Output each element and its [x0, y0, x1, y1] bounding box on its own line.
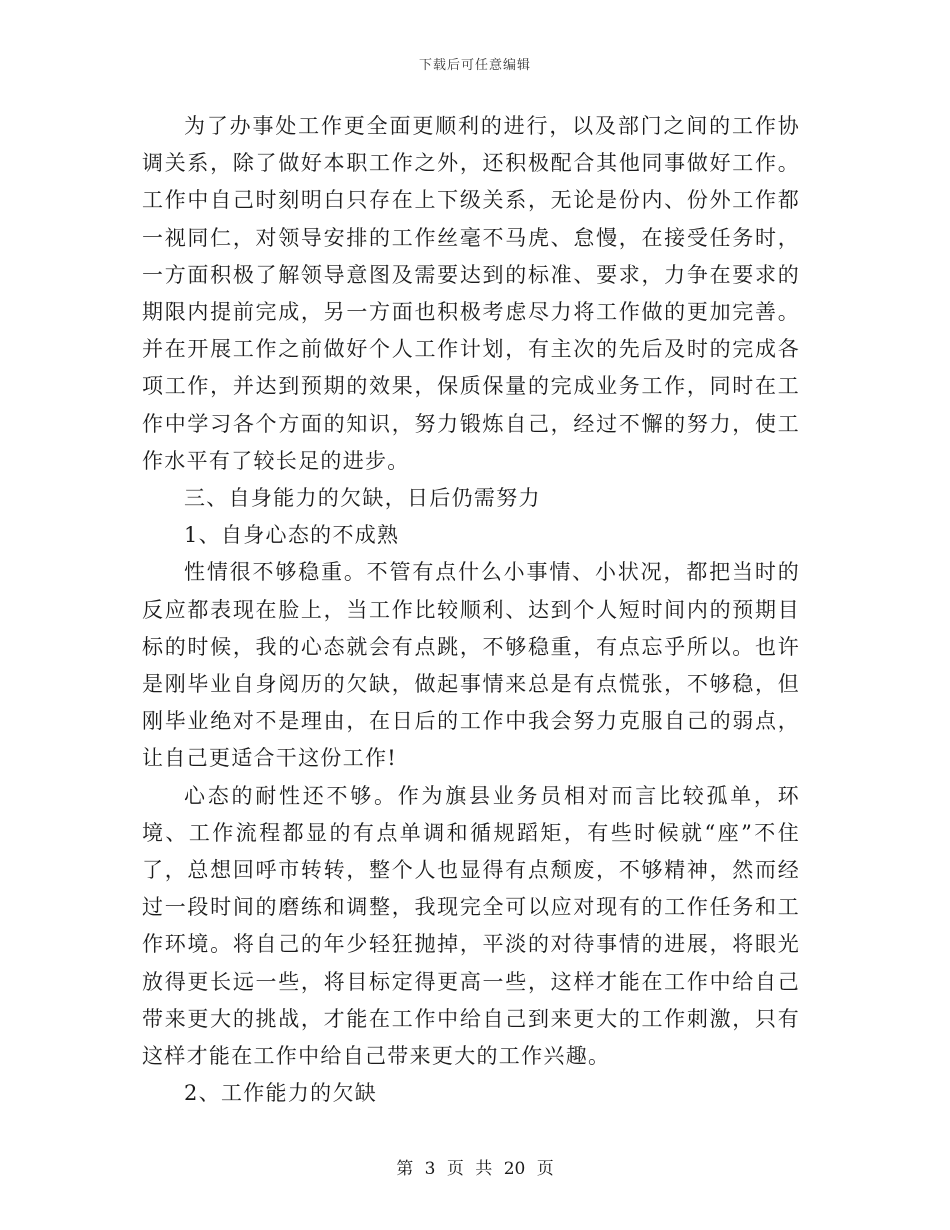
subheading-immature-mindset: 1、自身心态的不成熟 [184, 523, 400, 548]
section-heading-shortcomings: 三、自身能力的欠缺，日后仍需努力 [184, 486, 541, 511]
paragraph-patience: 心态的耐性还不够。作为旗县业务员相对而言比较孤单，环境、工作流程都显的有点单调和循规蹈矩，有些时候就“座”不住了，总想回呼市转转，整个人也显得有点颓废，不够精神，然而经过一段时间的磨练和调整，我现完全可以应对现有的工作任务和工作环境。将自己的年少轻狂抛掉，平淡的对待事情的进展，将眼光放得更长远一些，将目标定得更高一些，这样才能在工作中给自己带来更大的挑战，才能在工作中给自己到来更大的工作刺激，只有这样才能在工作中给自己带来更大的工作兴趣。 [142, 783, 800, 1069]
document-body [142, 108, 800, 1112]
subheading-work-ability: 2、工作能力的欠缺 [184, 1081, 378, 1106]
page-header: 下载后可任意编辑 [418, 58, 531, 73]
paragraph-temperament: 性情很不够稳重。不管有点什么小事情、小状况，都把当时的反应都表现在脸上，当工作比较顺利、达到个人短时间内的预期目标的时候，我的心态就会有点跳，不够稳重，有点忘乎所以。也许是刚毕业自身阅历的欠缺，做起事情来总是有点慌张，不够稳，但刚毕业绝对不是理由，在日后的工作中我会努力克服自己的弱点，让自己更适合干这份工作! [142, 560, 800, 771]
paragraph-cooperation: 为了办事处工作更全面更顺利的进行，以及部门之间的工作协调关系，除了做好本职工作之外，还积极配合其他同事做好工作。工作中自己时刻明白只存在上下级关系，无论是份内、份外工作都一视同仁，对领导安排的工作丝毫不马虎、怠慢，在接受任务时，一方面积极了解领导意图及需要达到的标准、要求，力争在要求的期限内提前完成，另一方面也积极考虑尽力将工作做的更加完善。并在开展工作之前做好个人工作计划，有主次的先后及时的完成各项工作，并达到预期的效果，保质保量的完成业务工作，同时在工作中学习各个方面的知识，努力锻炼自己，经过不懈的努力，使工作水平有了较长足的进步。 [142, 114, 800, 473]
page-number-footer: 第 3 页 共 20 页 [396, 1159, 554, 1179]
